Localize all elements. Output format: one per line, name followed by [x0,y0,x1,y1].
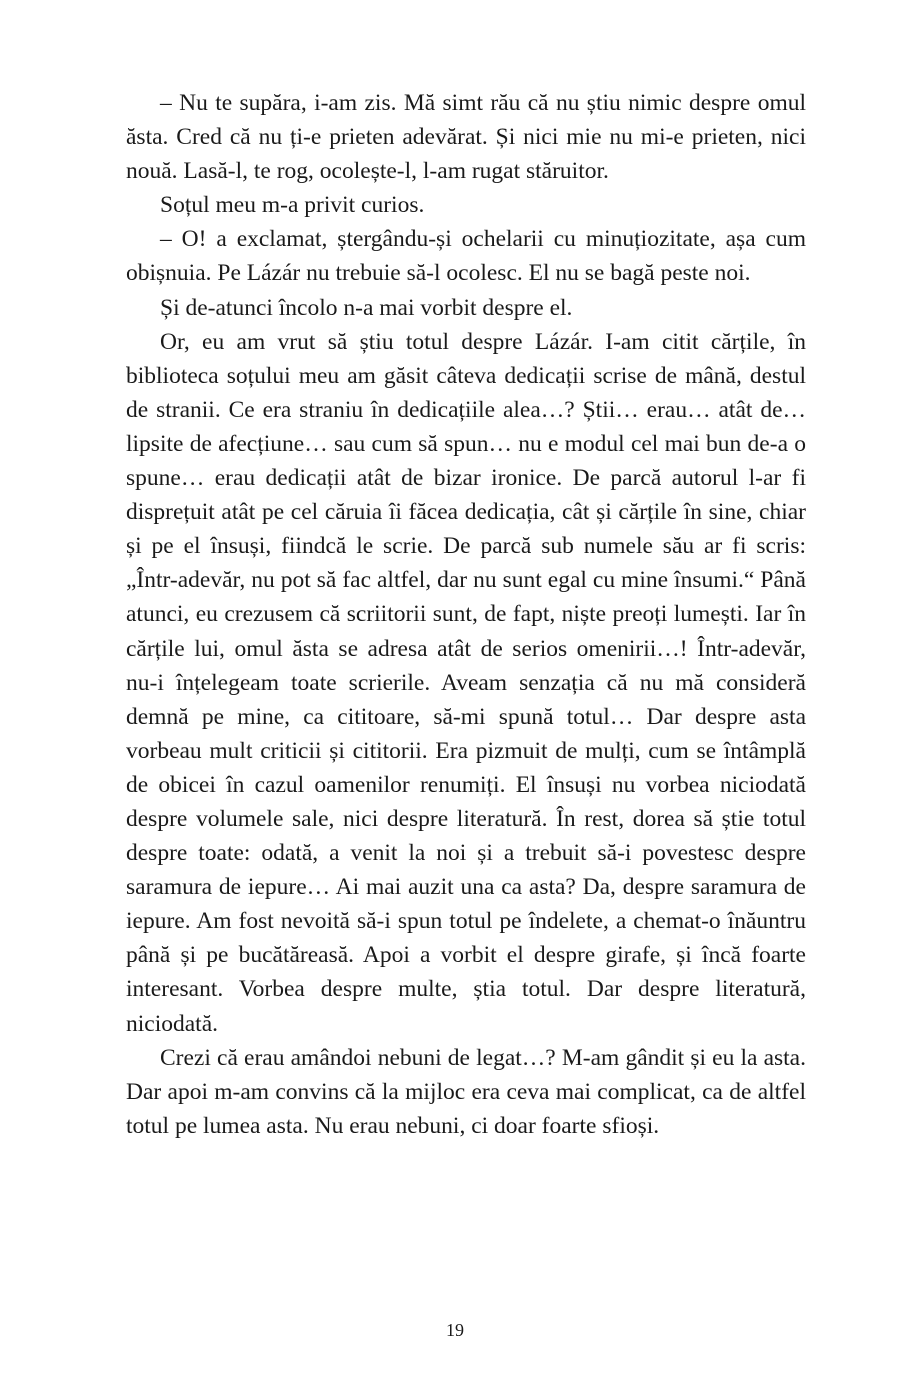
body-text [126,86,806,1143]
paragraph: Crezi că erau amândoi nebuni de legat…? M-am gândit și eu la asta. Dar apoi m-am convins că la mijloc era ceva mai complicat, ca de altfel totul pe lumea asta. Nu erau nebuni, ci doar foarte sfioși. [126,1044,806,1139]
page-number: 19 [446,1320,464,1340]
paragraph: – Nu te supăra, i-am zis. Mă simt rău că nu știu nimic despre omul ăsta. Cred că nu ți-e prieten adevărat. Și nici mie nu mi-e prieten, nici nouă. Lasă-l, te rog, ocolește-l, l-am rugat stăruitor. [126,90,806,185]
paragraph: Soțul meu m-a privit curios. [160,192,425,219]
paragraph: – O! a exclamat, ștergându-și ochelarii cu minuțiozitate, așa cum obișnuia. Pe Lázár nu trebuie să-l ocolesc. El nu se bagă peste noi. [126,226,806,287]
paragraph: Și de-atunci încolo n-a mai vorbit despre el. [160,294,573,321]
paragraph: Or, eu am vrut să știu totul despre Lázár. I-am citit cărțile, în biblioteca soțului meu am găsit câteva dedicații scrise de mână, destul de stranii. Ce era straniu în dedicațiile alea…? Știi… erau… atât de… lipsite de afecțiune… sau cum să spun… nu e modul cel mai bun de-a o spune… erau dedicații atât de bizar ironice. De parcă autorul l-ar fi disprețuit atât pe cel căruia îi făcea dedicația, cât și cărțile în sine, chiar și pe el însuși, fiindcă le scrie. De parcă sub numele său ar fi scris: „Într-adevăr, nu pot să fac altfel, dar nu sunt egal cu mine însumi.“ Până atunci, eu crezusem că scriitorii sunt, de fapt, niște preoți lumești. Iar în cărțile lui, omul ăsta se adresa atât de serios omenirii…! Într-adevăr, nu-i înțelegeam toate scrierile. Aveam senzația că nu mă consideră demnă pe mine, ca cititoare, să-mi spună totul… Dar despre asta vorbeau mult criticii și cititorii. Era pizmuit de mulți, cum se întâmplă de obicei în cazul oamenilor renumiți. El însuși nu vorbea niciodată despre volumele sale, nici despre literatură. În rest, dorea să știe totul despre toate: odată, a venit la noi și a trebuit să-i povestesc despre saramura de iepure… Ai mai auzit una ca asta? Da, despre saramura de iepure. Am fost nevoită să-i spun totul pe îndelete, a chemat-o înăuntru până și pe bucătăreasă. Apoi a vorbit el despre girafe, și încă foarte interesant. Vorbea despre multe, știa totul. Dar despre literatură, niciodată. [126,328,806,1037]
